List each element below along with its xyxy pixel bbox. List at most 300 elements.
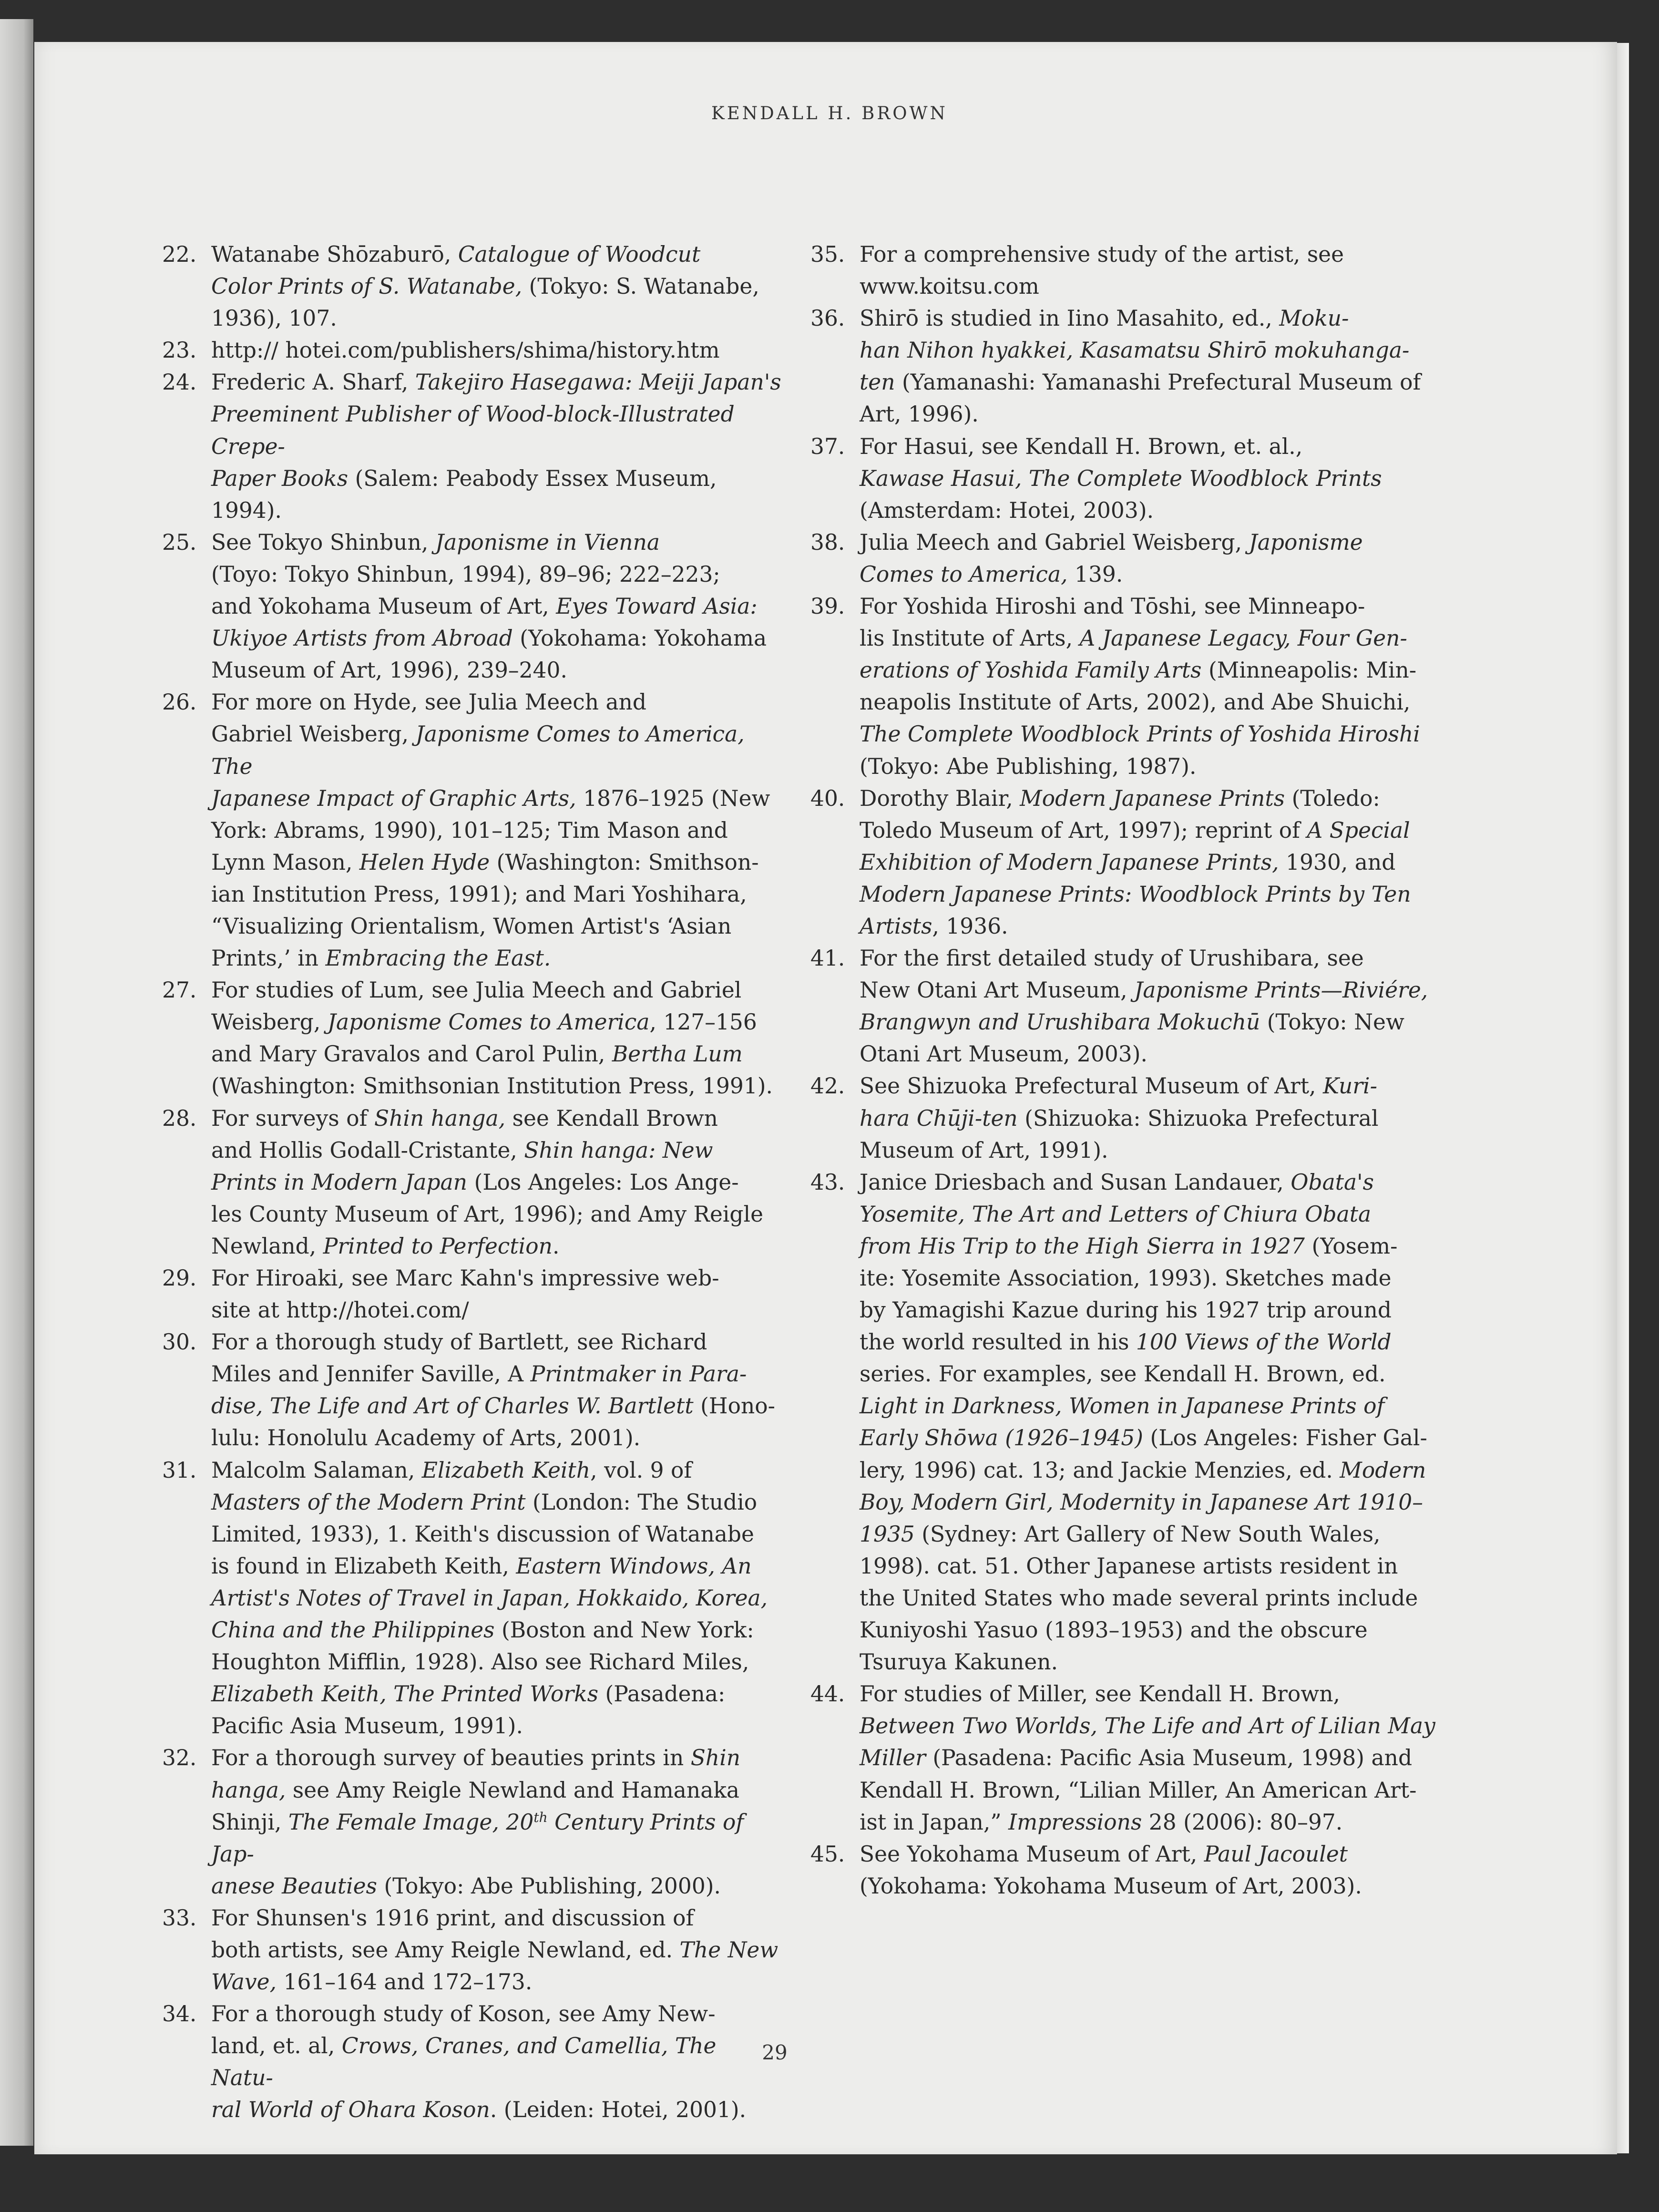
footnote-italic-text: from His Trip to the High Sierra in 1927 <box>860 1233 1305 1259</box>
footnote-line <box>211 1006 782 1038</box>
footnote-line <box>860 1230 1444 1262</box>
footnote-italic-text: Modern Japanese Prints: Woodblock Prints by Ten <box>860 881 1411 907</box>
footnote-italic-text: Light in Darkness, Women in Japanese Prints of <box>860 1393 1385 1419</box>
footnote-text: the world resulted in his <box>860 1329 1136 1355</box>
footnote-text: site at http://hotei.com/ <box>211 1297 469 1323</box>
footnote-line <box>211 1390 782 1422</box>
footnote-text: Dorothy Blair, <box>860 785 1020 811</box>
footnote-text: lis Institute of Arts, <box>860 626 1080 651</box>
footnote-text: Houghton Mifflin, 1928). Also see Richard Miles, <box>211 1649 749 1675</box>
footnote <box>162 686 782 974</box>
footnote-text: See Yokohama Museum of Art, <box>860 1841 1204 1867</box>
footnote-italic-text: Printmaker in Para- <box>530 1361 747 1387</box>
footnote-text: For more on Hyde, see Julia Meech and <box>211 689 647 715</box>
footnote <box>810 238 1444 302</box>
footnote <box>810 590 1444 782</box>
footnote-line <box>860 398 1444 430</box>
footnote-text: (Pasadena: <box>598 1681 726 1707</box>
footnote-italic-text: Japonisme Prints—Riviére, <box>1134 977 1428 1003</box>
footnote-line <box>860 910 1444 942</box>
footnote-line <box>860 1102 1444 1134</box>
footnote-text: by Yamagishi Kazue during his 1927 trip around <box>860 1297 1392 1323</box>
footnote-number: 35. <box>810 242 845 267</box>
footnote-italic-text: Embracing the East. <box>325 946 551 971</box>
footnote-italic-text: Impressions <box>1008 1809 1142 1835</box>
footnote-italic-text: Masters of the Modern Print <box>211 1489 526 1515</box>
footnote-text: New Otani Art Museum, <box>860 977 1135 1003</box>
footnote-line <box>211 1454 782 1486</box>
footnote-number: 34. <box>162 2001 197 2027</box>
footnote-number: 45. <box>810 1841 845 1867</box>
footnote-text: 1998). cat. 51. Other Japanese artists resident in <box>860 1553 1398 1579</box>
footnote-line <box>860 1422 1444 1454</box>
footnote-line <box>860 1774 1444 1806</box>
footnote-number: 26. <box>162 689 197 715</box>
footnote-italic-text: Yosemite, The Art and Letters of Chiura Obata <box>860 1201 1372 1227</box>
footnote-italic-text: Modern Japanese Prints <box>1020 785 1285 811</box>
footnote-italic-text: Printed to Perfection <box>323 1233 553 1259</box>
footnote-text: For a thorough study of Bartlett, see Richard <box>211 1329 707 1355</box>
footnote-line <box>860 1550 1444 1582</box>
footnote <box>162 1262 782 1326</box>
footnote-number: 39. <box>810 594 845 619</box>
footnote-italic-text: Ukiyoe Artists from Abroad <box>211 626 513 651</box>
footnote-text: www.koitsu.com <box>860 274 1039 299</box>
footnote <box>162 526 782 686</box>
footnote-line <box>860 463 1444 494</box>
footnote-italic-text: A Japanese Legacy, Four Gen- <box>1079 626 1407 651</box>
footnote-italic-text: anese Beauties <box>211 1873 378 1899</box>
footnote-text: Pacific Asia Museum, 1991). <box>211 1713 523 1739</box>
footnote-text: Julia Meech and Gabriel Weisberg, <box>860 529 1249 555</box>
footnote-text: Shinji, <box>211 1809 288 1835</box>
footnote-line <box>211 1230 782 1262</box>
footnote-italic-text: Modern <box>1340 1457 1426 1483</box>
footnote-text: Toledo Museum of Art, 1997); reprint of <box>860 817 1307 843</box>
page-number: 29 <box>762 2041 788 2064</box>
footnote-line <box>211 910 782 942</box>
footnote <box>810 1838 1444 1902</box>
footnote-text: (Sydney: Art Gallery of New South Wales, <box>914 1521 1381 1547</box>
footnote-text: is found in Elizabeth Keith, <box>211 1553 516 1579</box>
footnote-text: Otani Art Museum, 2003). <box>860 1041 1147 1067</box>
footnote <box>162 1326 782 1454</box>
footnote-number: 32. <box>162 1745 197 1771</box>
footnote-number: 30. <box>162 1329 197 1355</box>
footnote <box>162 974 782 1102</box>
footnote-line <box>860 1166 1444 1198</box>
footnote-text: land, et. al, <box>211 2033 342 2059</box>
footnote-text: (Salem: Peabody Essex Museum, 1994). <box>211 465 717 523</box>
footnote-italic-text: Between Two Worlds, The Life and Art of Lilian May <box>860 1713 1435 1739</box>
footnote-text: see Kendall Brown <box>505 1105 718 1131</box>
footnote-italic-text: The Female Image, 20 <box>288 1809 534 1835</box>
footnote-line <box>211 1262 782 1294</box>
footnote-italic-text: Eyes Toward Asia: <box>556 594 758 619</box>
footnote-line <box>211 1134 782 1166</box>
footnote-line <box>211 302 782 334</box>
footnote <box>162 366 782 526</box>
footnote-line <box>211 1486 782 1518</box>
footnote-text: ite: Yosemite Association, 1993). Sketches made <box>860 1265 1392 1291</box>
footnote-italic-text: Helen Hyde <box>359 849 490 875</box>
footnote-text: . <box>552 1233 560 1259</box>
footnote-text: Prints,’ in <box>211 946 326 971</box>
footnote-text: Miles and Jennifer Saville, A <box>211 1361 531 1387</box>
footnote-line <box>860 366 1444 398</box>
footnote-italic-text: Moku- <box>1279 306 1349 331</box>
footnote-line <box>860 622 1444 654</box>
footnote-line <box>211 558 782 590</box>
footnote-line <box>860 1006 1444 1038</box>
footnote-line <box>860 1198 1444 1230</box>
footnote-text: (Yamanashi: Yamanashi Prefectural Museum of <box>895 370 1421 395</box>
footnote-line <box>860 1710 1444 1742</box>
footnote-italic-text: Japonisme in Vienna <box>435 529 660 555</box>
footnote-text: (Yosem- <box>1304 1233 1398 1259</box>
footnote-text: Malcolm Salaman, <box>211 1457 422 1483</box>
footnote-line <box>860 782 1444 814</box>
footnote-italic-text: Bertha Lum <box>612 1041 743 1067</box>
footnote-line <box>860 334 1444 366</box>
footnote-italic-text: The New <box>679 1937 778 1963</box>
footnote-text: (Tokyo: S. Watanabe, <box>522 274 759 299</box>
footnote-number: 37. <box>810 433 845 459</box>
footnote-text: lulu: Honolulu Academy of Arts, 2001). <box>211 1425 641 1451</box>
footnote-text: both artists, see Amy Reigle Newland, ed. <box>211 1937 680 1963</box>
footnote-line <box>211 974 782 1006</box>
footnote-line <box>860 1358 1444 1390</box>
footnote <box>162 1902 782 1998</box>
footnote-italic-text: Japanese Impact of Graphic Arts, <box>211 785 576 811</box>
footnote-italic-text: Preeminent Publisher of Wood-block-Illustrated Crepe- <box>211 401 735 459</box>
footnote <box>810 431 1444 526</box>
footnote-number: 40. <box>810 785 845 811</box>
footnote-text: Watanabe Shōzaburō, <box>211 242 458 267</box>
footnote-italic-text: Elizabeth Keith, The Printed Works <box>211 1681 599 1707</box>
footnote-text: 1876–1925 (New <box>576 785 770 811</box>
footnote-text: http:// hotei.com/publishers/shima/history.htm <box>211 338 720 363</box>
footnote-text: lery, 1996) cat. 13; and Jackie Menzies, ed. <box>860 1457 1340 1483</box>
footnote-line <box>860 1038 1444 1070</box>
footnote-number: 28. <box>162 1105 197 1131</box>
footnote-line <box>860 1390 1444 1422</box>
footnote-text: For studies of Miller, see Kendall H. Brown, <box>860 1681 1340 1707</box>
footnote-text: (Minneapolis: Min- <box>1201 658 1417 683</box>
footnote-line <box>860 1806 1444 1838</box>
footnote-line <box>211 1070 782 1102</box>
footnote-line <box>211 1326 782 1358</box>
footnote-text: (Los Angeles: Fisher Gal- <box>1143 1425 1427 1451</box>
left-page-edge <box>0 19 33 2146</box>
footnote-text: (Tokyo: Abe Publishing, 2000). <box>377 1873 721 1899</box>
footnote-line <box>860 1070 1444 1102</box>
footnote-line <box>860 1454 1444 1486</box>
footnote-italic-text: Catalogue of Woodcut <box>458 242 701 267</box>
footnote-line <box>860 878 1444 910</box>
footnote-italic-text: Comes to America, <box>860 561 1068 587</box>
footnote-line <box>211 270 782 302</box>
footnote-text: and Hollis Godall-Cristante, <box>211 1137 524 1163</box>
footnote-line <box>211 782 782 814</box>
footnote-line <box>211 1294 782 1326</box>
footnote-line <box>211 1550 782 1582</box>
footnote <box>810 1166 1444 1678</box>
footnote-line <box>211 1166 782 1198</box>
footnote-text: York: Abrams, 1990), 101–125; Tim Mason and <box>211 817 728 843</box>
footnote-text: (Tokyo: Abe Publishing, 1987). <box>860 753 1197 779</box>
footnote-line <box>211 2094 782 2126</box>
footnote-italic-text: Paper Books <box>211 465 348 491</box>
footnote-text: ian Institution Press, 1991); and Mari Yoshihara, <box>211 881 747 907</box>
footnote-line <box>211 1710 782 1742</box>
notes-right-column <box>810 238 1444 1902</box>
footnote-line <box>860 431 1444 463</box>
footnote-line <box>860 494 1444 526</box>
footnote-italic-text: Shin hanga, <box>374 1105 506 1131</box>
footnote-text: see Amy Reigle Newland and Hamanaka <box>286 1777 740 1803</box>
footnote-number: 23. <box>162 338 197 363</box>
footnote-text: Weisberg, <box>211 1009 328 1035</box>
footnote-text: (London: The Studio <box>525 1489 758 1515</box>
footnote-line <box>860 1582 1444 1614</box>
footnote-line <box>860 526 1444 558</box>
footnote-text: For studies of Lum, see Julia Meech and Gabriel <box>211 977 742 1003</box>
footnote-line <box>211 398 782 462</box>
footnote-italic-text: Kawase Hasui, The Complete Woodblock Prints <box>860 465 1382 491</box>
footnote-line <box>860 1486 1444 1518</box>
footnote-italic-text: Shin <box>690 1745 741 1771</box>
footnote-line <box>211 1806 782 1870</box>
footnote-line <box>211 1742 782 1774</box>
footnote-text: Kendall H. Brown, “Lilian Miller, An American Art- <box>860 1777 1417 1803</box>
footnote-line <box>860 1262 1444 1294</box>
footnote-line <box>211 1646 782 1678</box>
footnote-text: See Shizuoka Prefectural Museum of Art, <box>860 1073 1323 1099</box>
footnote-text: series. For examples, see Kendall H. Brown, ed. <box>860 1361 1386 1387</box>
footnote-italic-text: Elizabeth Keith <box>421 1457 591 1483</box>
footnote-line <box>860 1870 1444 1902</box>
footnote-text: les County Museum of Art, 1996); and Amy Reigle <box>211 1201 764 1227</box>
footnote-line <box>211 1038 782 1070</box>
footnote-line <box>211 1518 782 1550</box>
footnote-line <box>860 974 1444 1006</box>
running-header: KENDALL H. BROWN <box>711 103 948 123</box>
footnote-italic-text: hanga, <box>211 1777 286 1803</box>
footnote-text: ist in Japan,” <box>860 1809 1009 1835</box>
footnote-line <box>211 718 782 782</box>
footnote-line <box>860 942 1444 974</box>
footnote-italic-text: han Nihon hyakkei, Kasamatsu Shirō mokuhanga- <box>860 338 1410 363</box>
footnote-line <box>860 751 1444 782</box>
footnote-number: 38. <box>810 529 845 555</box>
footnote-text: (Yokohama: Yokohama Museum of Art, 2003). <box>860 1873 1362 1899</box>
footnote-line <box>211 1902 782 1934</box>
footnote-text: 139. <box>1067 561 1123 587</box>
footnote-text: For a comprehensive study of the artist, see <box>860 242 1344 267</box>
footnote-italic-text: Crows, Cranes, and Camellia, The Natu- <box>211 2033 717 2091</box>
footnote-text: Shirō is studied in Iino Masahito, ed., <box>860 306 1280 331</box>
footnote-text: Tsuruya Kakunen. <box>860 1649 1058 1675</box>
footnote-line <box>211 1358 782 1390</box>
footnote-line <box>211 878 782 910</box>
footnote-italic-text: Boy, Modern Girl, Modernity in Japanese Art 1910– <box>860 1489 1423 1515</box>
footnote-text: neapolis Institute of Arts, 2002), and Abe Shuichi, <box>860 689 1411 715</box>
footnote <box>162 1102 782 1262</box>
footnote-text: (Washington: Smithsonian Institution Press, 1991). <box>211 1073 773 1099</box>
footnote-line <box>211 1774 782 1806</box>
footnote-text: For Shunsen's 1916 print, and discussion of <box>211 1905 694 1931</box>
footnote-italic-text: Exhibition of Modern Japanese Prints, <box>860 849 1279 875</box>
footnote-number: 43. <box>810 1169 845 1195</box>
footnote-line <box>860 814 1444 846</box>
footnote-line <box>211 814 782 846</box>
footnote-italic-text: Takejiro Hasegawa: Meiji Japan's <box>415 370 781 395</box>
footnote-text: 1930, and <box>1279 849 1396 875</box>
footnote-line <box>860 654 1444 686</box>
footnote-italic-text: Artist's Notes of Travel in Japan, Hokkaido, Korea, <box>211 1585 768 1611</box>
footnote-line <box>860 1134 1444 1166</box>
footnote-line <box>860 302 1444 334</box>
footnote-text: (Toyo: Tokyo Shinbun, 1994), 89–96; 222–223; <box>211 561 720 587</box>
footnote-italic-text: Obata's <box>1290 1169 1374 1195</box>
footnote-text: Newland, <box>211 1233 323 1259</box>
footnote-text: (Amsterdam: Hotei, 2003). <box>860 497 1154 523</box>
footnote-italic-text: ten <box>860 370 895 395</box>
footnote-number: 24. <box>162 370 197 395</box>
footnote-line <box>211 1934 782 1966</box>
footnote-line <box>211 238 782 270</box>
footnote-line <box>860 1646 1444 1678</box>
footnote-text: Museum of Art, 1991). <box>860 1137 1108 1163</box>
footnote-text: For Hiroaki, see Marc Kahn's impressive web- <box>211 1265 719 1291</box>
footnote-line <box>211 1998 782 2030</box>
footnote-text: (Pasadena: Pacific Asia Museum, 1998) and <box>925 1745 1413 1771</box>
footnote-text: Frederic A. Sharf, <box>211 370 415 395</box>
footnote-number: 29. <box>162 1265 197 1291</box>
footnote-line <box>860 1678 1444 1710</box>
footnote-text: Lynn Mason, <box>211 849 359 875</box>
footnote-line <box>860 1838 1444 1870</box>
footnote <box>162 334 782 366</box>
footnote-text: (Tokyo: New <box>1260 1009 1404 1035</box>
page-gutter-strip <box>1617 43 1629 2153</box>
footnote-italic-text: ral World of Ohara Koson <box>211 2097 490 2123</box>
footnote-line <box>211 1102 782 1134</box>
footnote-italic-text: Prints in Modern Japan <box>211 1169 468 1195</box>
footnote-italic-text: Kuri- <box>1322 1073 1377 1099</box>
footnote-line <box>211 366 782 398</box>
footnote-text: For Yoshida Hiroshi and Tōshi, see Minneapo- <box>860 594 1365 619</box>
footnote-line <box>211 942 782 974</box>
footnote-text: , vol. 9 of <box>590 1457 692 1483</box>
footnote-italic-text: Paul Jacoulet <box>1204 1841 1348 1867</box>
footnote-italic-text: Japonisme Comes to America, The <box>211 721 745 779</box>
footnote-text: Kuniyoshi Yasuo (1893–1953) and the obscure <box>860 1617 1368 1643</box>
footnote-line <box>860 718 1444 750</box>
footnote-italic-text: Early Shōwa (1926–1945) <box>860 1425 1144 1451</box>
footnote-italic-text: Artists <box>860 913 932 939</box>
footnote-italic-text: Miller <box>860 1745 926 1771</box>
footnote-line <box>211 1870 782 1902</box>
footnote-text: 1936), 107. <box>211 306 337 331</box>
footnote-number: 33. <box>162 1905 197 1931</box>
footnote-line <box>211 590 782 622</box>
footnote-text: (Hono- <box>693 1393 776 1419</box>
footnote-italic-text: erations of Yoshida Family Arts <box>860 658 1202 683</box>
footnote-text: and Yokohama Museum of Art, <box>211 594 556 619</box>
footnote-line <box>860 590 1444 622</box>
footnote-text: 28 (2006): 80–97. <box>1142 1809 1343 1835</box>
footnote-number: 27. <box>162 977 197 1003</box>
footnote-line <box>860 238 1444 270</box>
footnote-line <box>211 1966 782 1998</box>
footnote-line <box>211 463 782 526</box>
footnote-text: For Hasui, see Kendall H. Brown, et. al., <box>860 433 1303 459</box>
footnote-italic-text: Brangwyn and Urushibara Mokuchū <box>860 1009 1260 1035</box>
footnote <box>810 302 1444 430</box>
footnote-number: 22. <box>162 242 197 267</box>
footnote-italic-text: 1935 <box>860 1521 915 1547</box>
footnote-text: Janice Driesbach and Susan Landauer, <box>860 1169 1291 1195</box>
footnote-text: For a thorough study of Koson, see Amy New- <box>211 2001 716 2027</box>
footnote-italic-text: Shin hanga: New <box>524 1137 713 1163</box>
footnote-line <box>860 1742 1444 1774</box>
footnote-line <box>211 1614 782 1646</box>
footnote-text: , 1936. <box>932 913 1008 939</box>
footnote-line <box>211 1582 782 1614</box>
footnote-line <box>860 1518 1444 1550</box>
footnote-italic-text: Japonisme <box>1249 529 1363 555</box>
footnote-line <box>211 846 782 878</box>
footnote-italic-text: dise, The Life and Art of Charles W. Bartlett <box>211 1393 694 1419</box>
footnote <box>810 1678 1444 1838</box>
footnote-text: For a thorough survey of beauties prints in <box>211 1745 691 1771</box>
footnote-italic-text: Eastern Windows, An <box>516 1553 752 1579</box>
footnote-italic-text: 100 Views of the World <box>1136 1329 1392 1355</box>
footnote-line <box>211 622 782 654</box>
footnote-text: (Yokohama: Yokohama <box>512 626 767 651</box>
footnote-text: . (Leiden: Hotei, 2001). <box>490 2097 747 2123</box>
footnote-text: 161–164 and 172–173. <box>276 1969 533 1995</box>
footnote-italic-text: A Special <box>1307 817 1410 843</box>
footnote-line <box>860 270 1444 302</box>
footnote-line <box>211 1198 782 1230</box>
footnote-line <box>860 686 1444 718</box>
footnote-text: and Mary Gravalos and Carol Pulin, <box>211 1041 612 1067</box>
footnote-line <box>211 654 782 686</box>
footnote-text: Art, 1996). <box>860 401 979 427</box>
footnote-text: the United States who made several prints include <box>860 1585 1418 1611</box>
footnote-text: (Toledo: <box>1285 785 1380 811</box>
footnote-line <box>211 1422 782 1454</box>
footnote <box>162 1454 782 1742</box>
footnote-number: 25. <box>162 529 197 555</box>
footnote <box>810 526 1444 590</box>
footnote <box>810 942 1444 1070</box>
footnote-line <box>860 1294 1444 1326</box>
footnote-line <box>211 526 782 558</box>
footnote-line <box>211 1678 782 1710</box>
footnote <box>810 1070 1444 1166</box>
footnote-text: Gabriel Weisberg, <box>211 721 416 747</box>
footnote-italic-text: hara Chūji-ten <box>860 1105 1018 1131</box>
footnote-text: Limited, 1933), 1. Keith's discussion of Watanabe <box>211 1521 754 1547</box>
footnote-italic-text: th <box>533 1809 548 1825</box>
footnote-text: (Washington: Smithson- <box>490 849 759 875</box>
footnote-italic-text: Century Prints of Jap- <box>211 1809 744 1867</box>
footnote-italic-text: Wave, <box>211 1969 277 1995</box>
